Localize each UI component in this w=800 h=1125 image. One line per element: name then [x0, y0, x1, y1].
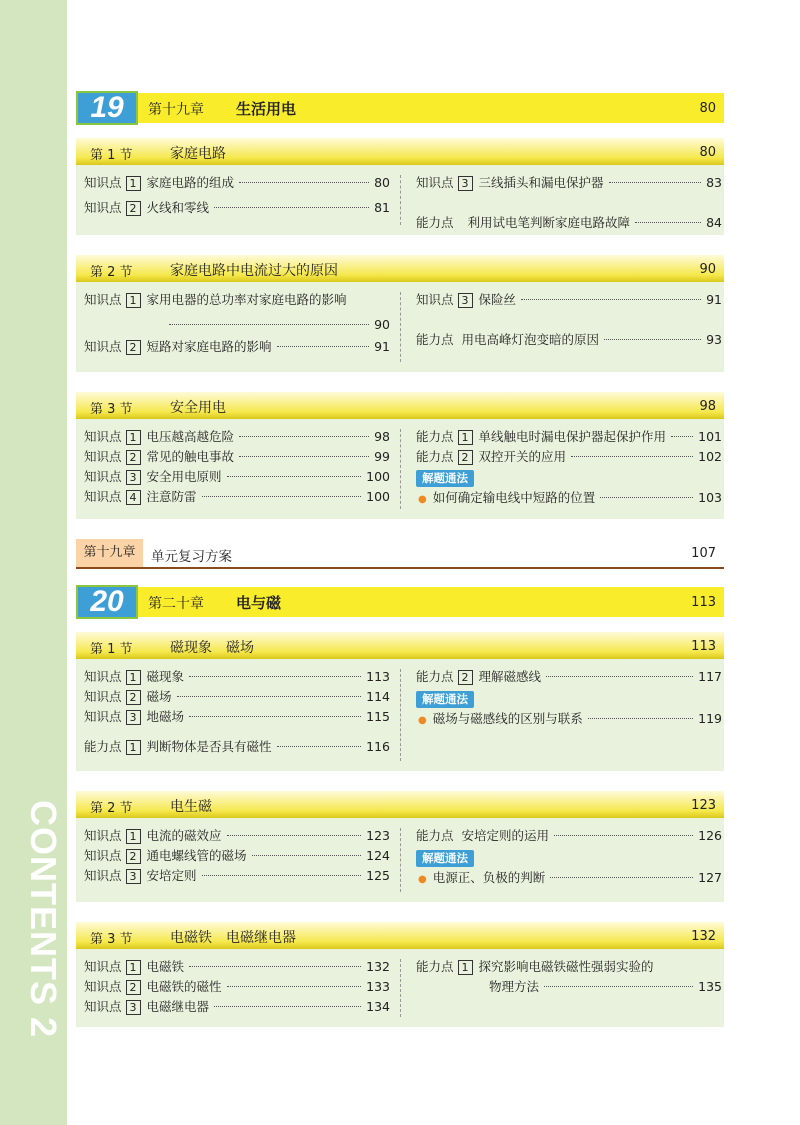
entry-title: 安培定则 [146, 868, 197, 883]
section-page: 90 [699, 262, 716, 277]
entry-page: 83 [706, 175, 722, 190]
entry-page: 84 [706, 215, 722, 230]
entry-type: 能力点 [416, 215, 454, 230]
entry-title: 注意防雷 [146, 489, 197, 504]
toc-entry[interactable] [84, 846, 390, 866]
entry-title: 双控开关的应用 [478, 449, 567, 464]
section-number: 第 1 节 [90, 642, 133, 657]
entry-number-box: 2 [126, 980, 141, 995]
section-19-3 [76, 392, 724, 519]
entry-title: 电磁铁的磁性 [146, 979, 222, 994]
section-20-2 [76, 791, 724, 902]
entry-title: 如何确定输电线中短路的位置 [432, 490, 596, 505]
bullet-icon: ● [418, 494, 427, 505]
entry-number-box: 4 [126, 490, 141, 505]
entry-number-box: 1 [458, 430, 473, 445]
entry-number-box: 1 [126, 293, 141, 308]
entry-number-box: 2 [126, 450, 141, 465]
dot-leader [227, 986, 362, 987]
dot-leader [202, 496, 362, 497]
dot-leader [600, 497, 693, 498]
entry-number-box: 1 [458, 960, 473, 975]
toc-entry[interactable] [84, 467, 390, 487]
entry-title: 电磁铁 [146, 959, 185, 974]
dot-leader [671, 436, 693, 437]
entry-type: 知识点 [84, 868, 122, 883]
entry-title: 火线和零线 [146, 200, 210, 215]
entry-title: 理解磁感线 [478, 669, 542, 684]
entry-type: 能力点 [416, 429, 454, 444]
dot-leader [546, 676, 693, 677]
contents-label: CONTENTS 2 [23, 800, 64, 1039]
entry-page: 119 [698, 711, 722, 726]
entry-title: 电压越高越危险 [146, 429, 235, 444]
entry-number-box: 1 [126, 960, 141, 975]
entry-title: 家庭电路的组成 [146, 175, 235, 190]
toc-entry[interactable] [416, 667, 722, 687]
section-number: 第 2 节 [90, 265, 133, 280]
section-header[interactable] [76, 138, 724, 165]
entry-type: 能力点 [416, 449, 454, 464]
section-header[interactable] [76, 791, 724, 818]
dot-leader [277, 346, 370, 347]
toc-entry[interactable] [416, 290, 722, 310]
entry-type: 知识点 [84, 689, 122, 704]
toc-entry[interactable] [84, 667, 390, 687]
dot-leader [189, 716, 361, 717]
section-body [76, 419, 724, 519]
entry-page: 117 [698, 669, 722, 684]
section-header[interactable] [76, 255, 724, 282]
entry-page: 98 [374, 429, 390, 444]
dot-leader [277, 746, 362, 747]
section-20-3 [76, 922, 724, 1027]
toc-entry[interactable] [84, 997, 390, 1017]
toc-entry[interactable] [84, 737, 390, 757]
entry-number-box: 3 [126, 869, 141, 884]
chapter-page: 80 [699, 101, 716, 116]
entry-title: 利用试电笔判断家庭电路故障 [467, 215, 631, 230]
toc-entry-continued[interactable] [84, 315, 390, 335]
entry-type: 能力点 [416, 332, 454, 347]
section-page: 113 [691, 639, 716, 654]
entry-type: 能力点 [416, 959, 454, 974]
method-tag: 解题通法 [416, 470, 474, 487]
section-number: 第 2 节 [90, 801, 133, 816]
section-page: 132 [691, 929, 716, 944]
entry-page: 114 [366, 689, 390, 704]
toc-entry[interactable] [416, 427, 722, 447]
entry-number-box: 2 [126, 849, 141, 864]
entry-page: 133 [366, 979, 390, 994]
entry-number-box: 2 [126, 201, 141, 216]
entry-page: 93 [706, 332, 722, 347]
dot-leader [521, 299, 701, 300]
entry-number-box: 3 [126, 1000, 141, 1015]
toc-entry[interactable] [416, 173, 722, 193]
section-body [76, 659, 724, 771]
chapter-20-header[interactable] [76, 587, 724, 617]
review-page: 107 [691, 546, 716, 561]
entry-page: 113 [366, 669, 390, 684]
chapter-label: 第十九章 [148, 102, 204, 118]
entry-type: 知识点 [84, 469, 122, 484]
dot-leader [239, 182, 369, 183]
toc-entry[interactable] [84, 427, 390, 447]
toc-entry[interactable] [416, 868, 722, 890]
entry-title: 探究影响电磁铁磁性强弱实验的 [478, 959, 654, 974]
entry-page: 123 [366, 828, 390, 843]
dot-leader [544, 986, 693, 987]
section-body [76, 165, 724, 235]
entry-page: 100 [366, 489, 390, 504]
section-number: 第 3 节 [90, 402, 133, 417]
entry-page: 91 [706, 292, 722, 307]
toc-entry[interactable] [416, 330, 722, 350]
toc-entry[interactable] [84, 173, 390, 193]
entry-type: 知识点 [84, 999, 122, 1014]
section-header[interactable] [76, 392, 724, 419]
toc-entry[interactable] [416, 447, 722, 467]
dot-leader [227, 835, 362, 836]
section-title: 家庭电路 [170, 146, 226, 162]
entry-page: 134 [366, 999, 390, 1014]
method-tag: 解题通法 [416, 850, 474, 867]
entry-title: 安培定则的运用 [461, 828, 550, 843]
chapter-name: 生活用电 [236, 100, 297, 118]
entry-title-line2: 物理方法 [489, 979, 540, 994]
toc-entry[interactable] [84, 447, 390, 467]
dot-leader [550, 877, 693, 878]
entry-title: 通电螺线管的磁场 [146, 848, 247, 863]
entry-type: 知识点 [416, 292, 454, 307]
entry-page: 127 [698, 870, 722, 885]
toc-entry[interactable] [84, 487, 390, 507]
bullet-icon: ● [418, 715, 427, 726]
section-20-1 [76, 632, 724, 771]
section-number: 第 1 节 [90, 148, 133, 163]
section-19-1 [76, 138, 724, 235]
toc-entry[interactable] [84, 687, 390, 707]
entry-title: 判断物体是否具有磁性 [146, 739, 272, 754]
section-header[interactable] [76, 632, 724, 659]
entry-title: 用电高峰灯泡变暗的原因 [461, 332, 600, 347]
dot-leader [239, 456, 369, 457]
entry-page: 132 [366, 959, 390, 974]
toc-entry[interactable] [84, 977, 390, 997]
toc-entry[interactable] [84, 337, 390, 357]
entry-page: 116 [366, 739, 390, 754]
review-title: 单元复习方案 [151, 549, 232, 565]
entry-number-box: 2 [458, 670, 473, 685]
entry-type: 能力点 [84, 739, 122, 754]
section-title: 电生磁 [170, 799, 212, 815]
section-body [76, 282, 724, 372]
entry-title: 地磁场 [146, 709, 185, 724]
dot-leader [169, 324, 369, 325]
chapter-label: 第二十章 [148, 596, 204, 612]
entry-page: 135 [698, 979, 722, 994]
entry-number-box: 2 [126, 690, 141, 705]
entry-title: 电磁继电器 [146, 999, 210, 1014]
toc-entry[interactable] [84, 198, 390, 218]
entry-page: 90 [374, 317, 390, 332]
dot-leader [609, 182, 702, 183]
entry-page: 124 [366, 848, 390, 863]
toc-entry[interactable] [84, 957, 390, 977]
entry-type: 能力点 [416, 669, 454, 684]
section-body [76, 818, 724, 902]
section-page: 98 [699, 399, 716, 414]
chapter-name: 电与磁 [236, 594, 282, 612]
toc-entry[interactable] [416, 957, 722, 977]
toc-entry-continued[interactable] [416, 977, 722, 997]
entry-number-box: 3 [458, 176, 473, 191]
entry-type: 知识点 [416, 175, 454, 190]
entry-type: 知识点 [84, 175, 122, 190]
entry-page: 115 [366, 709, 390, 724]
dot-leader [588, 718, 693, 719]
entry-number-box: 3 [458, 293, 473, 308]
toc-entry[interactable] [84, 826, 390, 846]
chapter-page: 113 [691, 595, 716, 610]
entry-page: 103 [698, 490, 722, 505]
toc-entry[interactable] [416, 709, 722, 731]
entry-page: 91 [374, 339, 390, 354]
toc-entry[interactable] [84, 707, 390, 727]
bullet-icon: ● [418, 874, 427, 885]
entry-type: 知识点 [84, 200, 122, 215]
entry-number-box: 1 [126, 670, 141, 685]
entry-number-box: 3 [126, 470, 141, 485]
entry-type: 知识点 [84, 292, 122, 307]
section-number: 第 3 节 [90, 932, 133, 947]
entry-type: 知识点 [84, 489, 122, 504]
entry-type: 知识点 [84, 449, 122, 464]
chapter-number-badge: 19 [76, 91, 138, 125]
entry-page: 100 [366, 469, 390, 484]
entry-type: 知识点 [84, 709, 122, 724]
section-19-2 [76, 255, 724, 372]
dot-leader [227, 476, 362, 477]
dot-leader [554, 835, 693, 836]
toc-entry[interactable] [84, 290, 390, 310]
entry-type: 知识点 [84, 979, 122, 994]
dot-leader [202, 875, 362, 876]
dot-leader [177, 696, 362, 697]
chapter-review-row[interactable] [76, 539, 724, 569]
entry-type: 知识点 [84, 339, 122, 354]
section-header[interactable] [76, 922, 724, 949]
chapter-19-header[interactable] [76, 93, 724, 123]
entry-number-box: 1 [126, 176, 141, 191]
entry-title: 磁现象 [146, 669, 185, 684]
entry-title: 磁场与磁感线的区别与联系 [432, 711, 583, 726]
dot-leader [214, 1006, 361, 1007]
entry-number-box: 1 [126, 430, 141, 445]
toc-content [76, 93, 724, 1047]
entry-page: 80 [374, 175, 390, 190]
entry-title: 保险丝 [478, 292, 517, 307]
entry-number-box: 2 [458, 450, 473, 465]
section-title: 电磁铁 电磁继电器 [170, 930, 296, 946]
entry-page: 99 [374, 449, 390, 464]
dot-leader [189, 676, 361, 677]
entry-title: 电源正、负极的判断 [432, 870, 546, 885]
toc-entry[interactable] [416, 488, 722, 510]
section-page: 80 [699, 145, 716, 160]
entry-page: 101 [698, 429, 722, 444]
entry-title: 三线插头和漏电保护器 [478, 175, 604, 190]
entry-title: 磁场 [146, 689, 172, 704]
entry-number-box: 1 [126, 740, 141, 755]
dot-leader [214, 207, 369, 208]
section-title: 安全用电 [170, 400, 226, 416]
section-title: 家庭电路中电流过大的原因 [170, 263, 338, 279]
entry-page: 81 [374, 200, 390, 215]
entry-title: 单线触电时漏电保护器起保护作用 [478, 429, 667, 444]
dot-leader [252, 855, 362, 856]
entry-title: 安全用电原则 [146, 469, 222, 484]
section-page: 123 [691, 798, 716, 813]
entry-type: 知识点 [84, 959, 122, 974]
entry-type: 能力点 [416, 828, 454, 843]
entry-title: 家用电器的总功率对家庭电路的影响 [146, 292, 347, 307]
section-title: 磁现象 磁场 [170, 640, 254, 656]
section-body [76, 949, 724, 1027]
side-strip [0, 0, 67, 1125]
entry-type: 知识点 [84, 669, 122, 684]
entry-title: 常见的触电事故 [146, 449, 235, 464]
entry-number-box: 3 [126, 710, 141, 725]
dot-leader [239, 436, 369, 437]
entry-number-box: 1 [126, 829, 141, 844]
entry-number-box: 2 [126, 340, 141, 355]
dot-leader [189, 966, 361, 967]
chapter-number-badge: 20 [76, 585, 138, 619]
entry-type: 知识点 [84, 429, 122, 444]
toc-entry[interactable] [84, 866, 390, 886]
method-tag: 解题通法 [416, 691, 474, 708]
review-tag: 第十九章 [76, 539, 143, 567]
entry-title: 短路对家庭电路的影响 [146, 339, 272, 354]
entry-type: 知识点 [84, 848, 122, 863]
entry-page: 125 [366, 868, 390, 883]
dot-leader [635, 222, 701, 223]
toc-entry[interactable] [416, 213, 722, 233]
dot-leader [571, 456, 693, 457]
entry-type: 知识点 [84, 828, 122, 843]
dot-leader [604, 339, 701, 340]
toc-entry[interactable] [416, 826, 722, 846]
entry-page: 102 [698, 449, 722, 464]
entry-title: 电流的磁效应 [146, 828, 222, 843]
entry-page: 126 [698, 828, 722, 843]
